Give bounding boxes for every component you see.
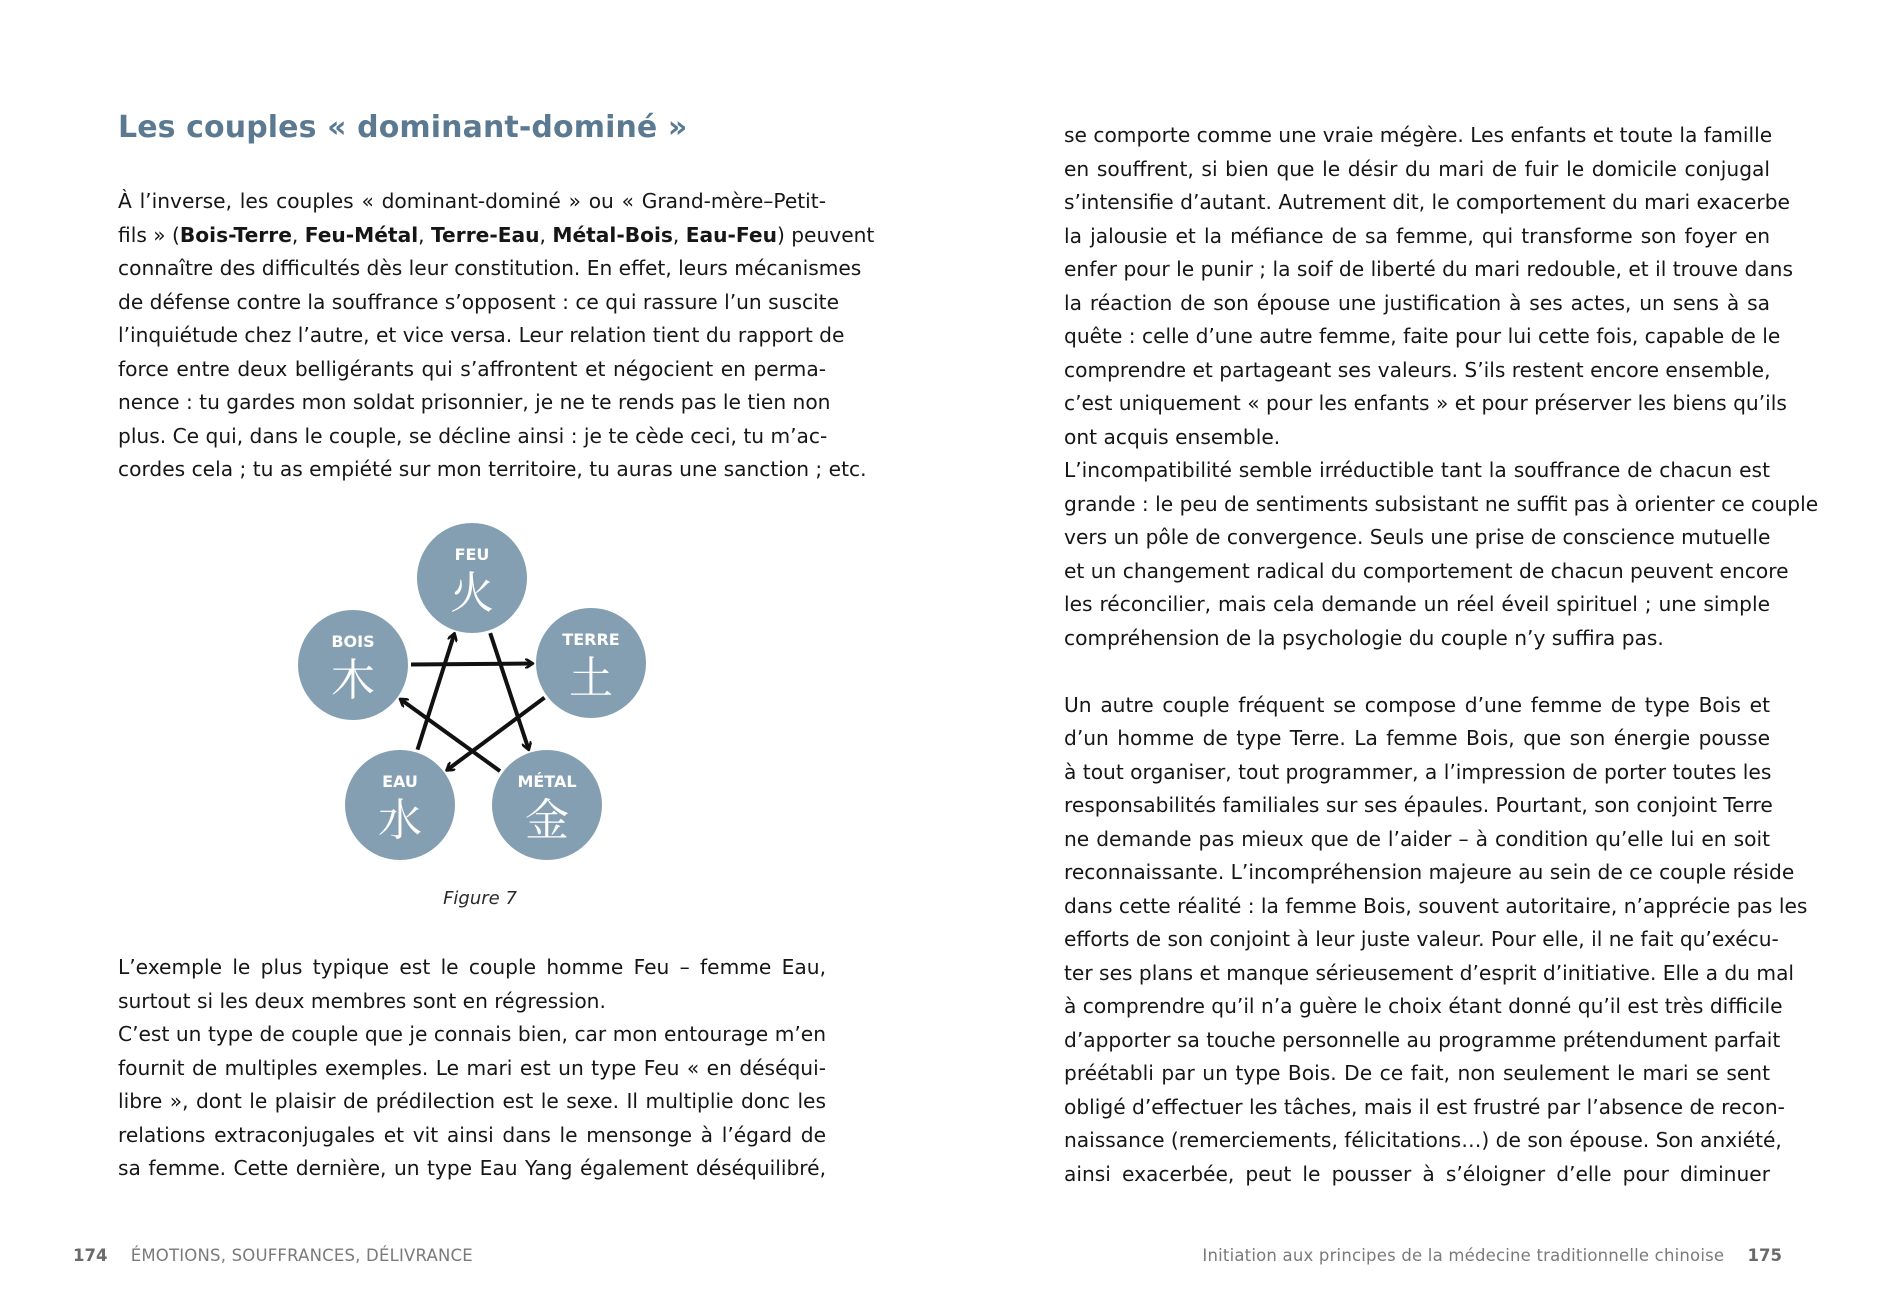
text-line: sa femme. Cette dernière, un type Eau Yang également déséquilibré,	[118, 1156, 826, 1180]
text-line: et un changement radical du comportement de chacun peuvent encore	[1064, 558, 1789, 583]
text-line: libre », dont le plaisir de prédilection est le sexe. Il multiplie donc les	[118, 1089, 826, 1113]
text-line: reconnaissante. L’incompréhension majeure au sein de ce couple réside	[1064, 860, 1795, 884]
element-label: TERRE	[562, 630, 620, 649]
arrow-bois-to-terre	[411, 664, 532, 665]
text-line: relations extraconjugales et vit ainsi dans le mensonge à l’égard de	[118, 1122, 826, 1147]
text-line: enfer pour le punir ; la soif de liberté du mari redouble, et il trouve dans	[1064, 257, 1793, 281]
text-line: ne demande pas mieux que de l’aider – à condition qu’elle lui en soit	[1064, 826, 1770, 851]
element-label: BOIS	[331, 632, 375, 651]
text-line: compréhension de la psychologie du couple n’y suffira pas.	[1064, 625, 1664, 650]
text-line: grande : le peu de sentiments subsistant ne suffit pas à orienter ce couple	[1064, 491, 1819, 516]
five-elements-svg	[290, 520, 670, 880]
element-metal	[492, 750, 602, 860]
text-line: cordes cela ; tu as empiété sur mon territoire, tu auras une sanction ; etc.	[118, 457, 867, 481]
text-line: vers un pôle de convergence. Seuls une prise de conscience mutuelle	[1064, 525, 1771, 549]
text-line: ont acquis ensemble.	[1064, 424, 1281, 449]
page-number: 175	[1747, 1246, 1782, 1265]
text-line: C’est un type de couple que je connais bien, car mon entourage m’en	[118, 1022, 826, 1046]
element-glyph-icon: 金	[525, 795, 569, 846]
text-line: dans cette réalité : la femme Bois, souvent autoritaire, n’apprécie pas les	[1064, 893, 1808, 918]
paragraph-example	[118, 951, 826, 1186]
text-line: à comprendre qu’il n’a guère le choix étant donné qu’il est très difficile	[1064, 994, 1783, 1018]
text-line: fournit de multiples exemples. Le mari est un type Feu « en déséqui-	[118, 1055, 826, 1080]
element-label: FEU	[454, 545, 490, 564]
element-bois	[298, 610, 408, 720]
element-glyph-icon: 木	[331, 655, 375, 706]
text-line: nence : tu gardes mon soldat prisonnier, je ne te rends pas le tien non	[118, 390, 831, 414]
text-line: fils » (Bois-Terre, Feu-Métal, Terre-Eau, Métal-Bois, Eau-Feu) peuvent	[118, 222, 875, 247]
footer-left	[73, 1246, 473, 1265]
text-line: s’intensifie d’autant. Autrement dit, le comportement du mari exacerbe	[1064, 190, 1790, 214]
text-line: connaître des difficultés dès leur constitution. En effet, leurs mécanismes	[118, 256, 862, 280]
text-line: quête : celle d’une autre femme, faite pour lui cette fois, capable de le	[1064, 324, 1781, 348]
text-line: plus. Ce qui, dans le couple, se décline ainsi : je te cède ceci, tu m’ac-	[118, 423, 828, 448]
element-glyph-icon: 土	[569, 653, 613, 704]
section-title: Les couples « dominant-dominé »	[118, 110, 688, 145]
text-line: c’est uniquement « pour les enfants » et pour préserver les biens qu’ils	[1064, 391, 1787, 415]
blank-line	[1064, 655, 1770, 689]
text-line: efforts de son conjoint à leur juste valeur. Pour elle, il ne fait qu’exécu-	[1064, 927, 1779, 951]
text-line: ter ses plans et manque sérieusement d’esprit d’initiative. Elle a du mal	[1064, 960, 1795, 985]
text-line: d’apporter sa touche personnelle au programme prétendument parfait	[1064, 1027, 1781, 1052]
text-line: préétabli par un type Bois. De ce fait, non seulement le mari se sent	[1064, 1061, 1770, 1085]
element-feu	[417, 523, 527, 633]
page-number: 174	[73, 1246, 108, 1265]
text-line: la jalousie et la méfiance de sa femme, qui transforme son foyer en	[1064, 223, 1770, 248]
text-line: L’exemple le plus typique est le couple homme Feu – femme Eau,	[118, 955, 826, 979]
text-line: surtout si les deux membres sont en régression.	[118, 988, 606, 1013]
element-glyph-icon: 水	[378, 795, 422, 846]
running-head: Initiation aux principes de la médecine traditionnelle chinoise	[1202, 1246, 1725, 1265]
element-eau	[345, 750, 455, 860]
element-label: EAU	[382, 772, 418, 791]
text-line: de défense contre la souffrance s’opposent : ce qui rassure l’un suscite	[118, 289, 840, 314]
text-line: la réaction de son épouse une justification à ses actes, un sens à sa	[1064, 290, 1770, 315]
element-glyph-icon: 火	[450, 568, 494, 619]
text-line: L’incompatibilité semble irréductible tant la souffrance de chacun est	[1064, 458, 1770, 482]
text-line: les réconcilier, mais cela demande un réel éveil spirituel ; une simple	[1064, 592, 1770, 616]
text-line: À l’inverse, les couples « dominant-dominé » ou « Grand-mère–Petit-	[118, 189, 826, 213]
figure-caption: Figure 7	[443, 888, 517, 909]
text-line: force entre deux belligérants qui s’affrontent et négocient en perma-	[118, 356, 826, 381]
text-line: comprendre et partageant ses valeurs. S’ils restent encore ensemble,	[1064, 357, 1771, 382]
text-line: à tout organiser, tout programmer, a l’impression de porter toutes les	[1064, 759, 1772, 784]
text-line: en souffrent, si bien que le désir du mari de fuir le domicile conjugal	[1064, 156, 1770, 181]
element-label: MÉTAL	[517, 772, 577, 791]
paragraph-intro	[118, 185, 875, 487]
text-line: se comporte comme une vraie mégère. Les enfants et toute la famille	[1064, 123, 1773, 147]
figure-five-elements-diagram	[290, 520, 670, 920]
element-terre	[536, 608, 646, 718]
text-line: l’inquiétude chez l’autre, et vice versa. Leur relation tient du rapport de	[118, 323, 845, 347]
running-head: ÉMOTIONS, SOUFFRANCES, DÉLIVRANCE	[130, 1246, 473, 1265]
text-line: responsabilités familiales sur ses épaules. Pourtant, son conjoint Terre	[1064, 793, 1773, 817]
text-line: Un autre couple fréquent se compose d’une femme de type Bois et	[1064, 692, 1770, 717]
footer-right	[1202, 1246, 1782, 1265]
text-line: d’un homme de type Terre. La femme Bois, que son énergie pousse	[1064, 726, 1770, 750]
text-line: ainsi exacerbée, peut le pousser à s’éloigner d’elle pour diminuer	[1064, 1161, 1770, 1186]
right-page-text	[1064, 119, 1819, 1191]
text-line: obligé d’effectuer les tâches, mais il est frustré par l’absence de recon-	[1064, 1094, 1785, 1119]
text-line: naissance (remerciements, félicitations…) de son épouse. Son anxiété,	[1064, 1128, 1782, 1152]
